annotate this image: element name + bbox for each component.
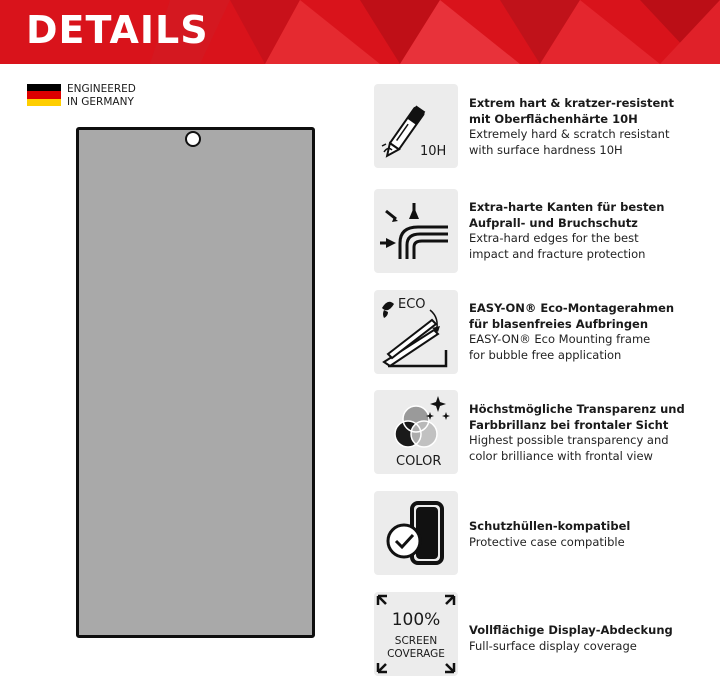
feature-color-en2: color brilliance with frontal view (469, 448, 653, 463)
feature-coverage-text (469, 623, 709, 654)
header-banner (0, 0, 720, 64)
engineered-line2: IN GERMANY (67, 96, 134, 108)
feature-color-de1: Höchstmögliche Transparenz und (469, 402, 685, 416)
german-flag-icon (27, 84, 61, 106)
curved-edge-impact-icon (374, 189, 458, 273)
feature-case-text (469, 519, 709, 550)
feature-edges-de2: Aufprall- und Bruchschutz (469, 215, 638, 230)
coverage-screen-label: SCREEN (394, 635, 438, 647)
page-title: DETAILS (26, 8, 209, 52)
feature-color-de2: Farbbrillanz bei frontaler Sicht (469, 417, 669, 432)
feature-hardness-en2: with surface hardness 10H (469, 142, 623, 157)
engineered-in-germany-label (67, 83, 136, 109)
feature-coverage-en1: Full-surface display coverage (469, 638, 637, 653)
coverage-icon-box (374, 592, 458, 676)
feature-case-de1: Schutzhüllen-kompatibel (469, 519, 631, 533)
full-coverage-arrows-icon (374, 592, 458, 676)
camera-cutout (185, 131, 201, 147)
feature-hardness-en1: Extremely hard & scratch resistant (469, 127, 670, 141)
coverage-coverage-label: COVERAGE (387, 648, 445, 660)
hardness-icon-box (374, 84, 458, 168)
feature-eco-en2: for bubble free application (469, 347, 622, 362)
edges-icon-box (374, 189, 458, 273)
feature-edges-en1: Extra-hard edges for the best (469, 231, 639, 245)
feature-hardness-text (469, 96, 709, 158)
feature-color-text (469, 402, 709, 464)
feature-hardness-de2: mit Oberflächenhärte 10H (469, 111, 638, 126)
hardness-label: 10H (420, 144, 447, 159)
case-icon-box (374, 491, 458, 575)
feature-coverage-de1: Vollflächige Display-Abdeckung (469, 623, 673, 637)
phone-screen-protector (76, 127, 315, 638)
feature-eco-text (469, 301, 709, 363)
feature-hardness-de1: Extrem hart & kratzer-resistent (469, 96, 674, 110)
feature-eco-en1: EASY-ON® Eco Mounting frame (469, 332, 651, 346)
engineered-line1: ENGINEERED (67, 83, 136, 95)
feature-case-en1: Protective case compatible (469, 534, 625, 549)
coverage-percent-label: 100% (391, 610, 441, 630)
color-icon-box (374, 390, 458, 474)
eco-frame-icon-box (374, 290, 458, 374)
phone-case-check-icon (374, 491, 458, 575)
eco-label: ECO (398, 297, 426, 312)
feature-eco-de1: EASY-ON® Eco-Montagerahmen (469, 301, 675, 315)
feature-edges-en2: impact and fracture protection (469, 246, 646, 261)
feature-eco-de2: für blasenfreies Aufbringen (469, 316, 649, 331)
color-label: COLOR (396, 454, 442, 469)
feature-edges-de1: Extra-harte Kanten für besten (469, 200, 665, 214)
feature-edges-text (469, 200, 709, 262)
feature-color-en1: Highest possible transparency and (469, 433, 669, 447)
